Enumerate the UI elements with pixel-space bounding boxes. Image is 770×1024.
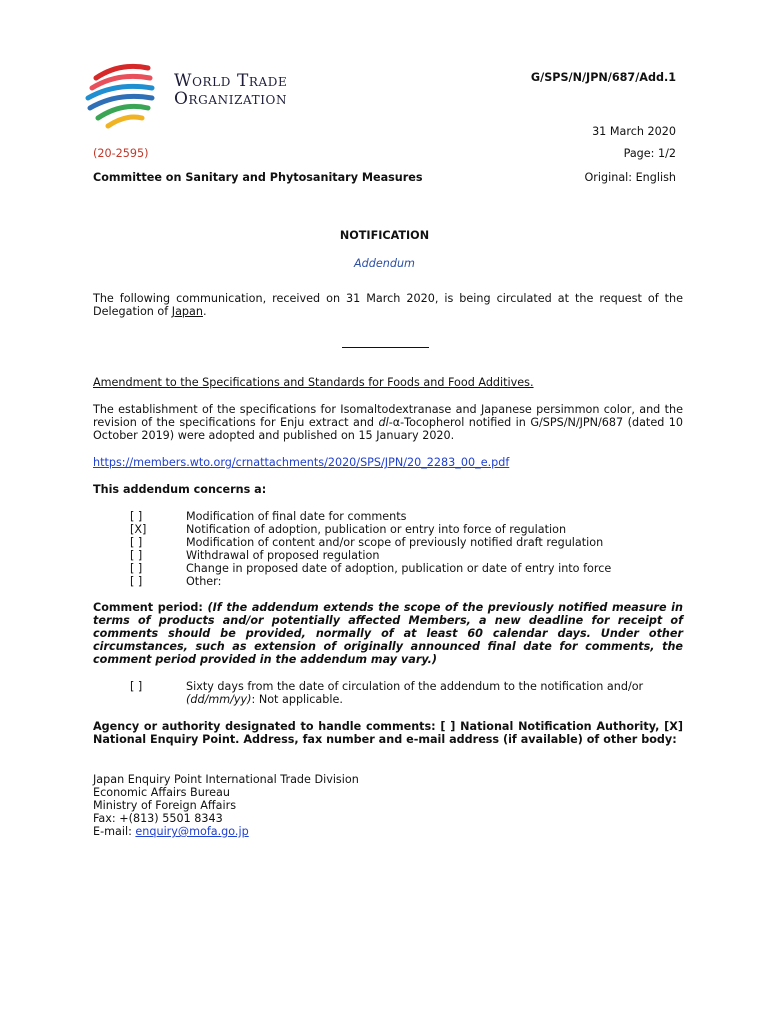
checkbox: [ ] <box>130 536 143 549</box>
notification-heading: NOTIFICATION <box>339 229 430 242</box>
addendum-subheading: Addendum <box>354 257 415 270</box>
concern-label: Notification of adoption, publication or entry into force of regulation <box>186 523 567 536</box>
attachment-link[interactable]: https://members.wto.org/crnattachments/2020/SPS/JPN/20_2283_00_e.pdf <box>93 456 510 469</box>
option-date-placeholder: (dd/mm/yy) <box>186 693 252 706</box>
address-line: Fax: +(813) 5501 8343 <box>93 812 223 825</box>
document-date: 31 March 2020 <box>592 125 676 138</box>
concerns-heading: This addendum concerns a: <box>93 483 267 496</box>
address-line: Japan Enquiry Point International Trade Division <box>93 773 359 786</box>
option-after: : Not applicable. <box>251 693 343 706</box>
concern-item <box>130 549 690 562</box>
checkbox: [ ] <box>130 562 143 575</box>
address-line: Ministry of Foreign Affairs <box>93 799 237 812</box>
concern-item <box>130 510 690 523</box>
intro-paragraph <box>93 292 683 318</box>
checkbox: [ ] <box>130 680 143 693</box>
concern-label: Change in proposed date of adoption, publication or date of entry into force <box>186 562 612 575</box>
checkbox: [ ] <box>130 549 143 562</box>
concern-label: Modification of content and/or scope of previously notified draft regulation <box>186 536 604 549</box>
comment-period-paragraph <box>93 601 683 666</box>
concern-item <box>130 536 690 549</box>
intro-text: The following communication, received on 31 March 2020, is being circulated at the request of the Delegation of <box>93 292 683 318</box>
page-number: Page: 1/2 <box>623 147 676 160</box>
original-language: Original: English <box>584 171 676 184</box>
document-symbol: G/SPS/N/JPN/687/Add.1 <box>530 71 676 84</box>
checkbox: [X] <box>130 523 147 536</box>
concern-label: Modification of final date for comments <box>186 510 407 523</box>
organization-name <box>174 72 287 108</box>
email-line <box>93 825 359 838</box>
email-label: E-mail: <box>93 825 136 838</box>
checkbox: [ ] <box>130 510 143 523</box>
subject-body <box>93 403 683 442</box>
comment-period-label: Comment period: <box>93 601 208 614</box>
checkbox: [ ] <box>130 575 143 588</box>
concern-label: Withdrawal of proposed regulation <box>186 549 380 562</box>
org-name-line1: World Trade <box>174 71 288 91</box>
subject-body-text: The establishment of the specifications for Isomaltodextranase and Japanese persimmon color, and the revision of the specifications for Enju extract and <box>93 403 683 429</box>
intro-end: . <box>202 305 207 318</box>
comment-period-text: (If the addendum extends the scope of the previously notified measure in terms of products and/or potentially affected Members, a new deadline for receipt of comments should be provided, normally of at least 60 calendar days. Under other circumstances, such as extension of originally announced final date for comments, the comment period provided in the addendum may vary.) <box>93 601 683 666</box>
address-line: Economic Affairs Bureau <box>93 786 230 799</box>
agency-heading: Agency or authority designated to handle comments: [ ] National Notification Authority, [X] National Enquiry Point. Address, fax number and e-mail address (if available) of other body: <box>93 720 683 746</box>
member-name: Japan <box>171 305 203 318</box>
subject-title: Amendment to the Specifications and Standards for Foods and Food Additives. <box>93 376 534 389</box>
concern-item <box>130 562 690 575</box>
org-name-line2: Organization <box>174 89 288 109</box>
option-text: Sixty days from the date of circulation of the addendum to the notification and/or <box>186 680 644 693</box>
separator-rule <box>342 347 429 348</box>
comment-period-option <box>130 680 690 706</box>
agency-address <box>93 773 359 838</box>
comment-period-option-text <box>186 680 684 706</box>
subject-body-text-end: -α-Tocopherol notified in G/SPS/N/JPN/687 (dated 10 October 2019) were adopted and published on 15 January 2020. <box>93 416 683 442</box>
concern-item <box>130 523 690 536</box>
wto-logo-icon <box>82 58 166 130</box>
document-reference: (20-2595) <box>93 147 149 160</box>
subject-body-italic: dl <box>378 416 389 429</box>
concern-item <box>130 575 690 588</box>
email-link[interactable]: enquiry@mofa.go.jp <box>135 825 249 838</box>
committee-name: Committee on Sanitary and Phytosanitary Measures <box>93 171 423 184</box>
concern-label: Other: <box>186 575 222 588</box>
